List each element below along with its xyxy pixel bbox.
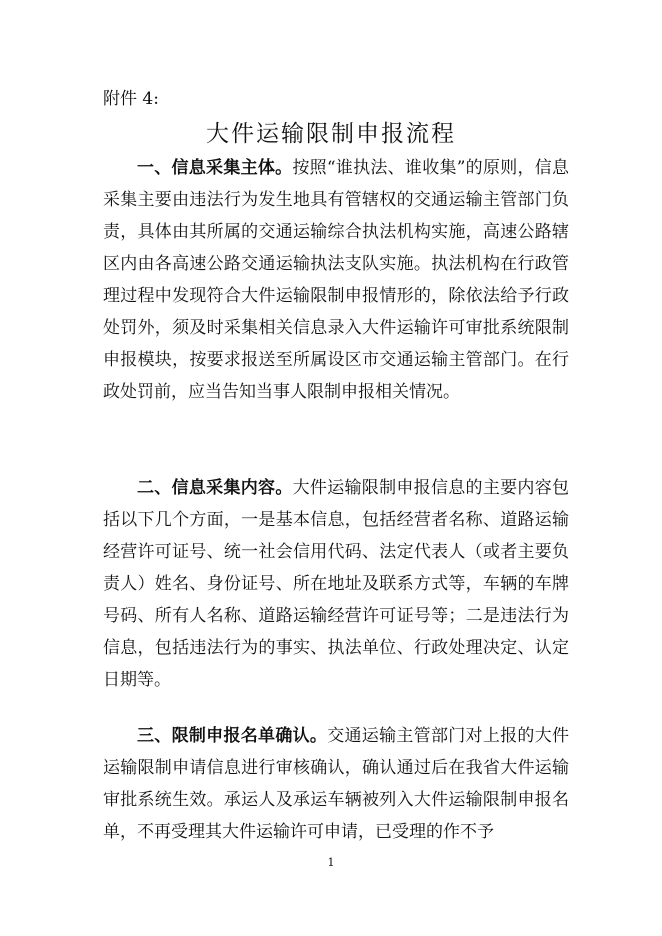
section-body: 交通运输主管部门对上报的大件运输限制申请信息进行审核确认，确认通过后在我省大件运输审批系统生效。承运人及承运车辆被列入大件运输限制申报名单，不再受理其大件运输许可申请，已受理的作不予 <box>103 726 570 842</box>
section-restriction-list-confirmation <box>103 720 569 848</box>
section-body: 大件运输限制申报信息的主要内容包括以下几个方面，一是基本信息，包括经营者名称、道路运输经营许可证号、统一社会信用代码、法定代表人（或者主要负责人）姓名、身份证号、所在地址及联系方式等，车辆的车牌号码、所有人名称、道路运输经营许可证号等；二是违法行为信息，包括违法行为的事实、执法单位、行政处理决定、认定日期等。 <box>103 478 569 690</box>
page-number: 1 <box>327 856 335 869</box>
attachment-label: 附件 4: <box>103 89 159 109</box>
section-information-collection-content <box>103 472 569 696</box>
document-title: 大件运输限制申报流程 <box>206 121 456 147</box>
section-body: 按照“谁执法、谁收集”的原则，信息采集主要由违法行为发生地具有管辖权的交通运输主管部门负责，具体由其所属的交通运输综合执法机构实施，高速公路辖区内由各高速公路交通运输执法支队实施。执法机构在行政管理过程中发现符合大件运输限制申报情形的，除依法给予行政处罚外，须及时采集相关信息录入大件运输许可审批系统限制申报模块，按要求报送至所属设区市交通运输主管部门。在行政处罚前，应当告知当事人限制申报相关情况。 <box>103 158 570 402</box>
section-heading: 一、信息采集主体。 <box>137 158 293 178</box>
section-information-collection-subject <box>103 152 569 408</box>
section-heading: 二、信息采集内容。 <box>137 478 293 498</box>
section-heading: 三、限制申报名单确认。 <box>137 726 328 746</box>
